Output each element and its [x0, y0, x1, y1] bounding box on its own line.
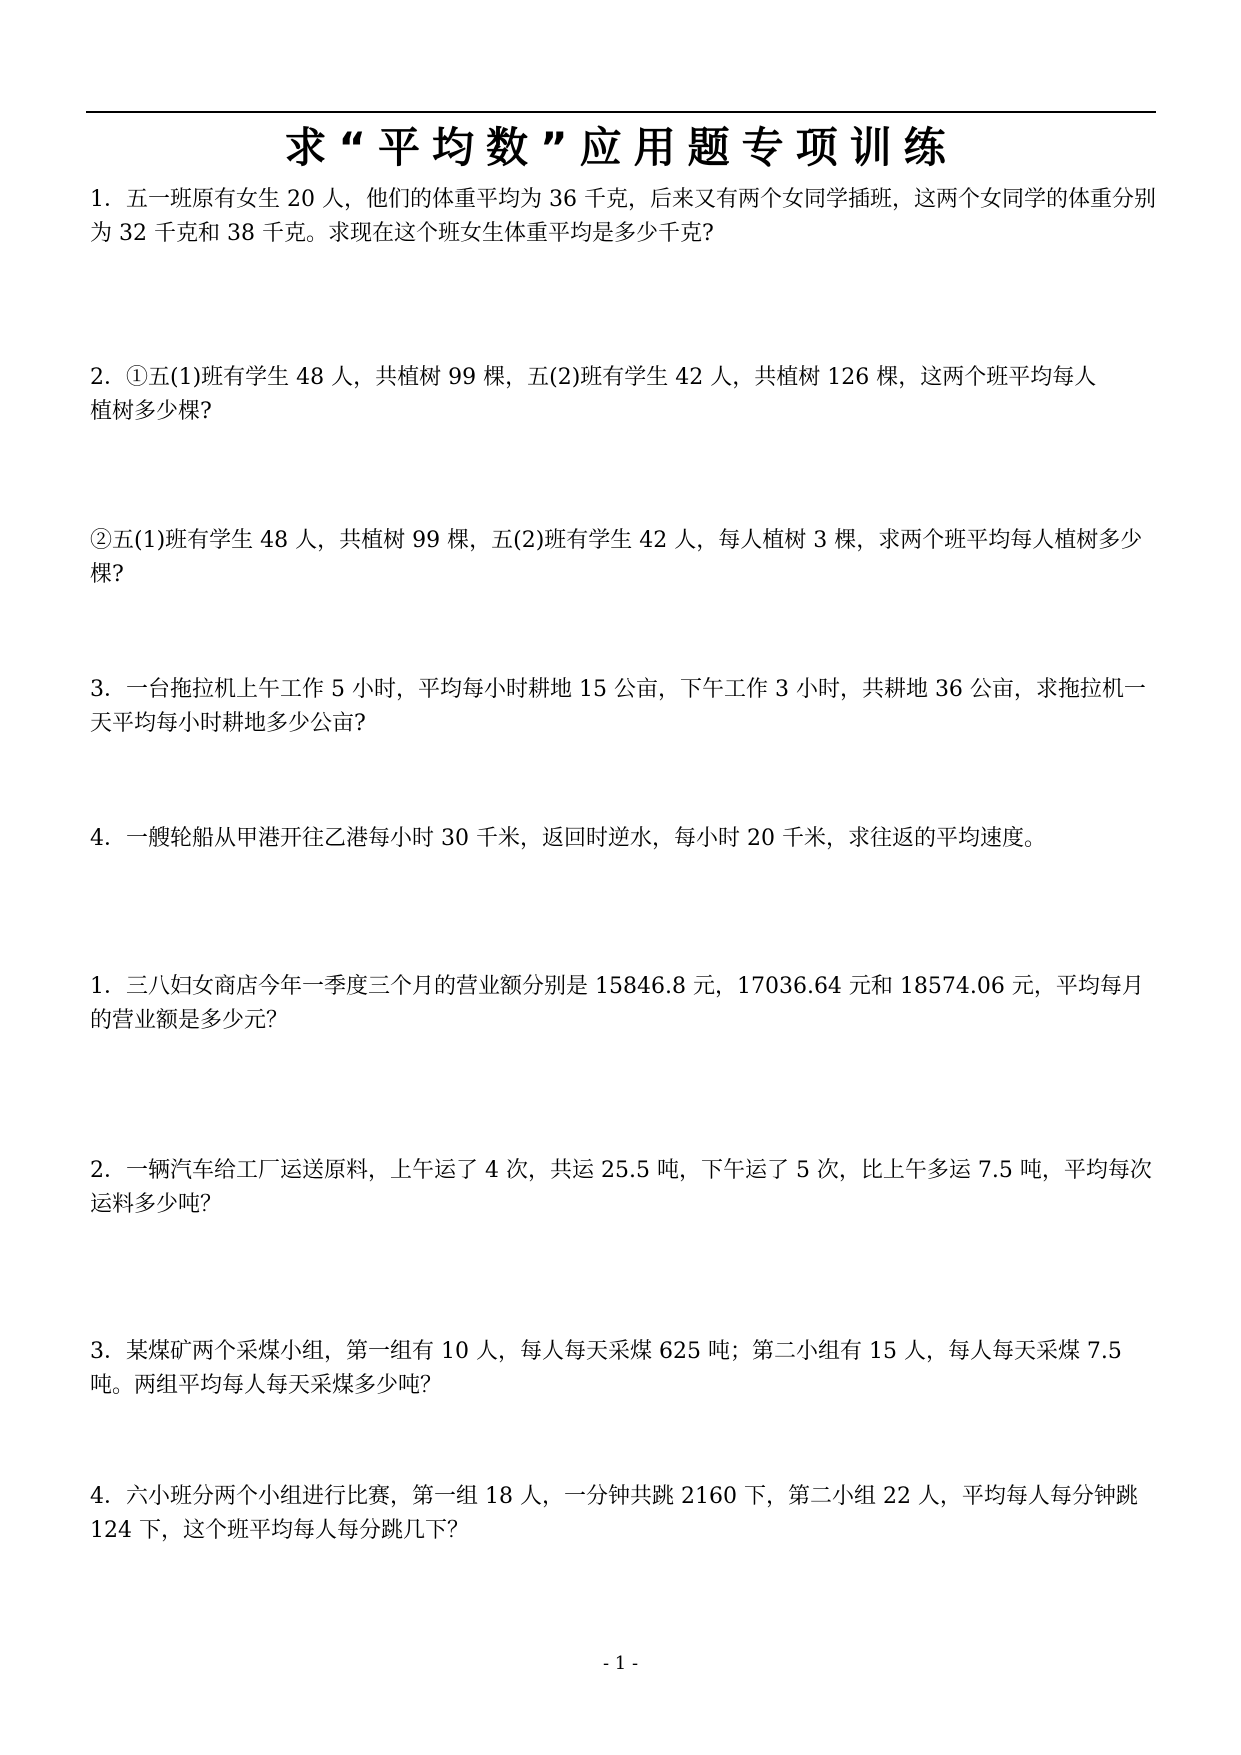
question-2b: ②五(1)班有学生 48 人，共植树 99 棵，五(2)班有学生 42 人，每人植树 3 棵，求两个班平均每人植树多少棵?: [90, 528, 1143, 587]
question-2a: [90, 361, 1156, 429]
question-6: 2．一辆汽车给工厂运送原料，上午运了 4 次，共运 25.5 吨，下午运了 5 次，比上午多运 7.5 吨，平均每次运料多少吨？: [90, 1158, 1152, 1217]
question-1: 1．五一班原有女生 20 人，他们的体重平均为 36 千克，后来又有两个女同学插班，这两个女同学的体重分别为 32 千克和 38 千克。求现在这个班女生体重平均是多少千克?: [90, 187, 1156, 246]
page-number: - 1 -: [602, 1653, 639, 1674]
question-2a-line-2: 植树多少棵?: [90, 399, 212, 424]
page-title: 求“平均数”应用题专项训练: [284, 123, 958, 172]
question-3: 3．一台拖拉机上午工作 5 小时，平均每小时耕地 15 公亩，下午工作 3 小时，共耕地 36 公亩，求拖拉机一天平均每小时耕地多少公亩?: [90, 677, 1146, 736]
question-2a-line-1: 2．①五(1)班有学生 48 人，共植树 99 棵，五(2)班有学生 42 人，共植树 126 棵，这两个班平均每人: [90, 365, 1097, 390]
question-4: 4．一艘轮船从甲港开往乙港每小时 30 千米，返回时逆水，每小时 20 千米，求往返的平均速度。: [90, 826, 1046, 851]
question-8: 4．六小班分两个小组进行比赛，第一组 18 人，一分钟共跳 2160 下，第二小组 22 人，平均每人每分钟跳 124 下，这个班平均每人每分跳几下？: [90, 1484, 1138, 1543]
question-7: 3．某煤矿两个采煤小组，第一组有 10 人，每人每天采煤 625 吨；第二小组有 15 人，每人每天采煤 7.5 吨。两组平均每人每天采煤多少吨？: [90, 1339, 1122, 1398]
top-rule: [86, 111, 1156, 113]
question-5: 1．三八妇女商店今年一季度三个月的营业额分别是 15846.8 元，17036.64 元和 18574.06 元，平均每月的营业额是多少元？: [90, 974, 1144, 1033]
